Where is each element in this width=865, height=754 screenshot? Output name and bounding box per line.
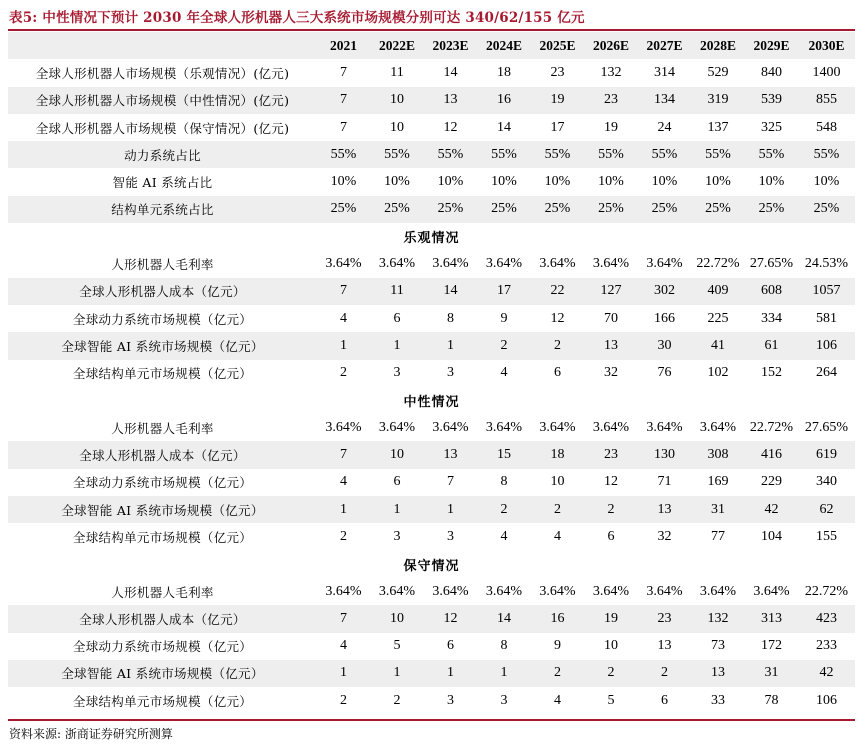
table-row xyxy=(8,278,855,305)
table-row xyxy=(8,414,855,441)
value-cell: 127 xyxy=(584,278,638,305)
value-cell: 10 xyxy=(370,605,424,632)
value-cell: 2 xyxy=(340,692,347,708)
value-cell: 8 xyxy=(447,310,454,326)
value-cell: 73 xyxy=(711,638,725,654)
header-cell: 2024E xyxy=(477,32,531,59)
value-cell: 55% xyxy=(798,141,855,168)
value-cell: 32 xyxy=(604,365,618,381)
value-cell: 10 xyxy=(370,87,424,114)
value-cell: 31 xyxy=(691,496,745,523)
section-title: 乐观情况 xyxy=(403,231,460,247)
value-cell: 17 xyxy=(550,119,565,135)
value-cell: 12 xyxy=(424,605,477,632)
table-row xyxy=(8,332,855,359)
table-title: 表5: 中性情况下预计 2030 年全球人形机器人三大系统市场规模分别可达 340/62/155 亿元 xyxy=(9,10,585,26)
value-cell: 155 xyxy=(816,528,837,544)
value-cell: 325 xyxy=(761,119,782,135)
value-cell: 608 xyxy=(745,278,798,305)
value-cell: 10% xyxy=(491,174,517,190)
row-label: 全球结构单元市场规模（亿元） xyxy=(72,366,253,382)
value-cell: 4 xyxy=(340,310,347,326)
value-cell: 1 xyxy=(477,660,531,687)
value-cell: 539 xyxy=(745,87,798,114)
value-cell: 106 xyxy=(816,692,837,708)
value-cell: 1 xyxy=(424,660,477,687)
value-cell: 2 xyxy=(477,496,531,523)
value-cell: 302 xyxy=(638,278,691,305)
value-cell: 61 xyxy=(745,332,798,359)
value-cell: 225 xyxy=(707,310,729,326)
row-label: 全球智能 AI 系统市场规模（亿元） xyxy=(8,660,317,687)
value-cell: 130 xyxy=(638,441,691,468)
value-cell: 3.64% xyxy=(592,256,630,272)
value-cell: 13 xyxy=(424,87,477,114)
value-cell: 3.64% xyxy=(699,419,737,435)
value-cell: 2 xyxy=(584,660,638,687)
row-label: 全球智能 AI 系统市场规模（亿元） xyxy=(8,496,317,523)
value-cell: 3.64% xyxy=(432,419,469,435)
value-cell: 23 xyxy=(550,64,565,80)
value-cell: 30 xyxy=(638,332,691,359)
value-cell: 264 xyxy=(816,365,837,381)
value-cell: 62 xyxy=(798,496,855,523)
table-body xyxy=(8,59,855,714)
value-cell: 132 xyxy=(691,605,745,632)
value-cell: 855 xyxy=(798,87,855,114)
value-cell: 3.64% xyxy=(699,583,737,599)
section-header-row xyxy=(8,223,855,250)
value-cell: 314 xyxy=(654,64,675,80)
value-cell: 10% xyxy=(544,174,571,190)
value-cell: 4 xyxy=(340,638,347,654)
value-cell: 25% xyxy=(584,196,638,223)
value-cell: 27.65% xyxy=(749,256,794,272)
value-cell: 3 xyxy=(447,692,454,708)
value-cell: 11 xyxy=(370,278,424,305)
value-cell: 55% xyxy=(745,141,798,168)
table-row xyxy=(8,141,855,168)
value-cell: 340 xyxy=(816,474,837,490)
value-cell: 169 xyxy=(707,474,729,490)
value-cell: 33 xyxy=(711,692,725,708)
value-cell: 2 xyxy=(477,332,531,359)
header-cell: 2028E xyxy=(691,32,745,59)
value-cell: 7 xyxy=(317,278,370,305)
table-row xyxy=(8,633,855,660)
value-cell: 6 xyxy=(393,310,401,326)
value-cell: 172 xyxy=(761,638,782,654)
value-cell: 4 xyxy=(554,528,561,544)
value-cell: 1 xyxy=(370,496,424,523)
value-cell: 106 xyxy=(798,332,855,359)
section-title: 保守情况 xyxy=(403,558,460,574)
section-header-row xyxy=(8,387,855,414)
value-cell: 5 xyxy=(393,638,401,654)
table-row xyxy=(8,441,855,468)
value-cell: 55% xyxy=(531,141,584,168)
value-cell: 10% xyxy=(437,174,464,190)
value-cell: 25% xyxy=(477,196,531,223)
value-cell: 3.64% xyxy=(378,419,416,435)
value-cell: 581 xyxy=(816,310,837,326)
value-cell: 3.64% xyxy=(485,583,523,599)
value-cell: 27.65% xyxy=(804,419,849,435)
value-cell: 840 xyxy=(761,64,782,80)
value-cell: 15 xyxy=(477,441,531,468)
value-cell: 25% xyxy=(424,196,477,223)
value-cell: 229 xyxy=(761,474,782,490)
value-cell: 3.64% xyxy=(753,583,790,599)
value-cell: 25% xyxy=(638,196,691,223)
header-cell: 2029E xyxy=(745,32,798,59)
value-cell: 132 xyxy=(600,64,622,80)
value-cell: 3.64% xyxy=(539,583,576,599)
value-cell: 13 xyxy=(691,660,745,687)
row-label: 人形机器人毛利率 xyxy=(111,257,214,273)
value-cell: 104 xyxy=(761,528,782,544)
value-cell: 22.72% xyxy=(696,256,740,272)
value-cell: 55% xyxy=(691,141,745,168)
table-row xyxy=(8,578,855,605)
table-row xyxy=(8,305,855,332)
title-divider xyxy=(8,29,855,31)
value-cell: 3.64% xyxy=(485,256,523,272)
value-cell: 152 xyxy=(761,365,782,381)
value-cell: 10% xyxy=(758,174,785,190)
value-cell: 22 xyxy=(531,278,584,305)
value-cell: 14 xyxy=(424,278,477,305)
value-cell: 55% xyxy=(317,141,370,168)
value-cell: 619 xyxy=(798,441,855,468)
value-cell: 25% xyxy=(745,196,798,223)
value-cell: 7 xyxy=(317,87,370,114)
value-cell: 1 xyxy=(317,332,370,359)
value-cell: 55% xyxy=(370,141,424,168)
value-cell: 3.64% xyxy=(592,419,630,435)
value-cell: 2 xyxy=(638,660,691,687)
value-cell: 4 xyxy=(500,365,508,381)
value-cell: 6 xyxy=(607,528,615,544)
table-row xyxy=(8,496,855,523)
value-cell: 233 xyxy=(816,638,837,654)
value-cell: 12 xyxy=(604,474,618,490)
value-cell: 2 xyxy=(340,365,347,381)
value-cell: 32 xyxy=(657,528,672,544)
value-cell: 1400 xyxy=(812,64,841,80)
value-cell: 19 xyxy=(531,87,584,114)
value-cell: 3 xyxy=(393,365,401,381)
value-cell: 24 xyxy=(657,119,672,135)
header-cell: 2027E xyxy=(638,32,691,59)
value-cell: 25% xyxy=(798,196,855,223)
value-cell: 55% xyxy=(477,141,531,168)
row-label: 人形机器人毛利率 xyxy=(111,584,214,600)
value-cell: 3.64% xyxy=(378,583,416,599)
row-label: 全球结构单元市场规模（亿元） xyxy=(72,693,253,709)
row-label: 全球动力系统市场规模（亿元） xyxy=(72,639,253,655)
value-cell: 11 xyxy=(390,64,404,80)
value-cell: 10 xyxy=(390,119,404,135)
value-cell: 3.64% xyxy=(646,419,683,435)
value-cell: 24.53% xyxy=(804,256,849,272)
value-cell: 416 xyxy=(745,441,798,468)
value-cell: 2 xyxy=(531,496,584,523)
value-cell: 23 xyxy=(638,605,691,632)
value-cell: 7 xyxy=(447,474,454,490)
row-label: 全球人形机器人成本（亿元） xyxy=(8,605,317,632)
value-cell: 6 xyxy=(393,474,401,490)
value-cell: 10% xyxy=(651,174,678,190)
table-row xyxy=(8,196,855,223)
value-cell: 31 xyxy=(745,660,798,687)
value-cell: 4 xyxy=(340,474,347,490)
value-cell: 134 xyxy=(638,87,691,114)
value-cell: 6 xyxy=(447,638,454,654)
value-cell: 334 xyxy=(761,310,782,326)
table-row xyxy=(8,87,855,114)
value-cell: 16 xyxy=(531,605,584,632)
value-cell: 18 xyxy=(497,64,511,80)
value-cell: 23 xyxy=(584,441,638,468)
row-label: 全球人形机器人成本（亿元） xyxy=(8,441,317,468)
header-cell: 2022E xyxy=(370,32,424,59)
value-cell: 13 xyxy=(584,332,638,359)
value-cell: 1057 xyxy=(798,278,855,305)
value-cell: 3 xyxy=(447,528,454,544)
value-cell: 77 xyxy=(711,528,725,544)
value-cell: 10% xyxy=(384,174,410,190)
value-cell: 14 xyxy=(497,119,511,135)
value-cell: 10% xyxy=(330,174,357,190)
value-cell: 529 xyxy=(707,64,729,80)
value-cell: 23 xyxy=(584,87,638,114)
value-cell: 13 xyxy=(657,638,672,654)
row-label: 全球结构单元市场规模（亿元） xyxy=(72,529,253,545)
value-cell: 18 xyxy=(531,441,584,468)
source-note: 资料来源: 浙商证券研究所测算 xyxy=(9,727,173,741)
value-cell: 166 xyxy=(654,310,675,326)
value-cell: 42 xyxy=(798,660,855,687)
row-label: 动力系统占比 xyxy=(8,141,317,168)
value-cell: 10 xyxy=(604,638,618,654)
value-cell: 3 xyxy=(500,692,508,708)
value-cell: 10% xyxy=(705,174,731,190)
header-cell: 2026E xyxy=(584,32,638,59)
section-title: 中性情况 xyxy=(403,395,460,410)
value-cell: 19 xyxy=(584,605,638,632)
value-cell: 2 xyxy=(531,332,584,359)
value-cell: 19 xyxy=(604,119,618,135)
table-row xyxy=(8,469,855,496)
value-cell: 10 xyxy=(550,474,565,490)
value-cell: 3.64% xyxy=(325,256,362,272)
value-cell: 3.64% xyxy=(432,256,469,272)
value-cell: 13 xyxy=(424,441,477,468)
value-cell: 17 xyxy=(477,278,531,305)
table-row xyxy=(8,687,855,714)
value-cell: 7 xyxy=(340,119,347,135)
value-cell: 6 xyxy=(661,692,668,708)
row-label: 人形机器人毛利率 xyxy=(111,420,214,436)
header-row xyxy=(8,32,855,59)
table-row xyxy=(8,250,855,277)
value-cell: 3 xyxy=(393,528,401,544)
value-cell: 137 xyxy=(707,119,729,135)
value-cell: 1 xyxy=(370,332,424,359)
value-cell: 7 xyxy=(317,605,370,632)
header-cell: 2030E xyxy=(798,32,855,59)
value-cell: 70 xyxy=(604,310,618,326)
value-cell: 7 xyxy=(340,64,347,80)
value-cell: 16 xyxy=(477,87,531,114)
value-cell: 548 xyxy=(816,119,837,135)
section-header-row xyxy=(8,551,855,578)
value-cell: 3.64% xyxy=(485,419,523,435)
header-cell: 2023E xyxy=(424,32,477,59)
value-cell: 6 xyxy=(554,365,561,381)
value-cell: 313 xyxy=(745,605,798,632)
value-cell: 1 xyxy=(424,332,477,359)
value-cell: 409 xyxy=(691,278,745,305)
row-label: 全球人形机器人市场规模（保守情况）(亿元) xyxy=(35,120,290,136)
value-cell: 25% xyxy=(691,196,745,223)
value-cell: 1 xyxy=(424,496,477,523)
value-cell: 10% xyxy=(813,174,840,190)
row-label: 全球人形机器人成本（亿元） xyxy=(8,278,317,305)
header-cell xyxy=(8,32,317,59)
value-cell: 319 xyxy=(691,87,745,114)
row-label: 全球人形机器人市场规模（乐观情况）(亿元) xyxy=(35,65,290,81)
value-cell: 3 xyxy=(447,365,454,381)
value-cell: 55% xyxy=(638,141,691,168)
value-cell: 76 xyxy=(657,365,672,381)
row-label: 结构单元系统占比 xyxy=(8,196,317,223)
table-row xyxy=(8,660,855,687)
row-label: 全球动力系统市场规模（亿元） xyxy=(72,311,253,327)
value-cell: 9 xyxy=(500,310,508,326)
value-cell: 102 xyxy=(707,365,729,381)
value-cell: 14 xyxy=(443,64,458,80)
value-cell: 2 xyxy=(393,692,401,708)
value-cell: 2 xyxy=(531,660,584,687)
value-cell: 8 xyxy=(500,474,508,490)
market-size-table xyxy=(8,32,855,714)
value-cell: 55% xyxy=(424,141,477,168)
value-cell: 3.64% xyxy=(378,256,416,272)
header-cell: 2021 xyxy=(317,32,370,59)
table-row xyxy=(8,59,855,86)
value-cell: 22.72% xyxy=(749,419,794,435)
value-cell: 25% xyxy=(531,196,584,223)
value-cell: 423 xyxy=(798,605,855,632)
value-cell: 71 xyxy=(657,474,672,490)
table-row xyxy=(8,605,855,632)
value-cell: 9 xyxy=(554,638,561,654)
value-cell: 7 xyxy=(317,441,370,468)
value-cell: 12 xyxy=(443,119,458,135)
header-cell: 2025E xyxy=(531,32,584,59)
value-cell: 3.64% xyxy=(539,256,576,272)
value-cell: 78 xyxy=(764,692,779,708)
value-cell: 1 xyxy=(317,660,370,687)
table-row xyxy=(8,168,855,195)
value-cell: 3.64% xyxy=(539,419,576,435)
value-cell: 4 xyxy=(554,692,561,708)
table-row xyxy=(8,360,855,387)
value-cell: 3.64% xyxy=(325,583,362,599)
value-cell: 308 xyxy=(691,441,745,468)
value-cell: 3.64% xyxy=(646,256,683,272)
value-cell: 5 xyxy=(607,692,615,708)
value-cell: 12 xyxy=(550,310,565,326)
table-row xyxy=(8,114,855,141)
value-cell: 1 xyxy=(317,496,370,523)
row-label: 全球人形机器人市场规模（中性情况）(亿元) xyxy=(8,87,317,114)
value-cell: 41 xyxy=(691,332,745,359)
value-cell: 4 xyxy=(500,528,508,544)
value-cell: 25% xyxy=(370,196,424,223)
table-row xyxy=(8,523,855,550)
bottom-divider xyxy=(8,719,855,721)
value-cell: 22.72% xyxy=(804,583,849,599)
value-cell: 55% xyxy=(584,141,638,168)
value-cell: 2 xyxy=(340,528,347,544)
value-cell: 3.64% xyxy=(432,583,469,599)
row-label: 全球动力系统市场规模（亿元） xyxy=(72,475,253,491)
value-cell: 13 xyxy=(638,496,691,523)
value-cell: 8 xyxy=(500,638,508,654)
value-cell: 14 xyxy=(477,605,531,632)
value-cell: 2 xyxy=(584,496,638,523)
value-cell: 25% xyxy=(317,196,370,223)
row-label: 全球智能 AI 系统市场规模（亿元） xyxy=(8,332,317,359)
value-cell: 3.64% xyxy=(592,583,630,599)
value-cell: 1 xyxy=(370,660,424,687)
value-cell: 10 xyxy=(370,441,424,468)
row-label: 智能 AI 系统占比 xyxy=(112,175,213,191)
value-cell: 42 xyxy=(745,496,798,523)
value-cell: 3.64% xyxy=(325,419,362,435)
value-cell: 10% xyxy=(598,174,624,190)
value-cell: 3.64% xyxy=(646,583,683,599)
